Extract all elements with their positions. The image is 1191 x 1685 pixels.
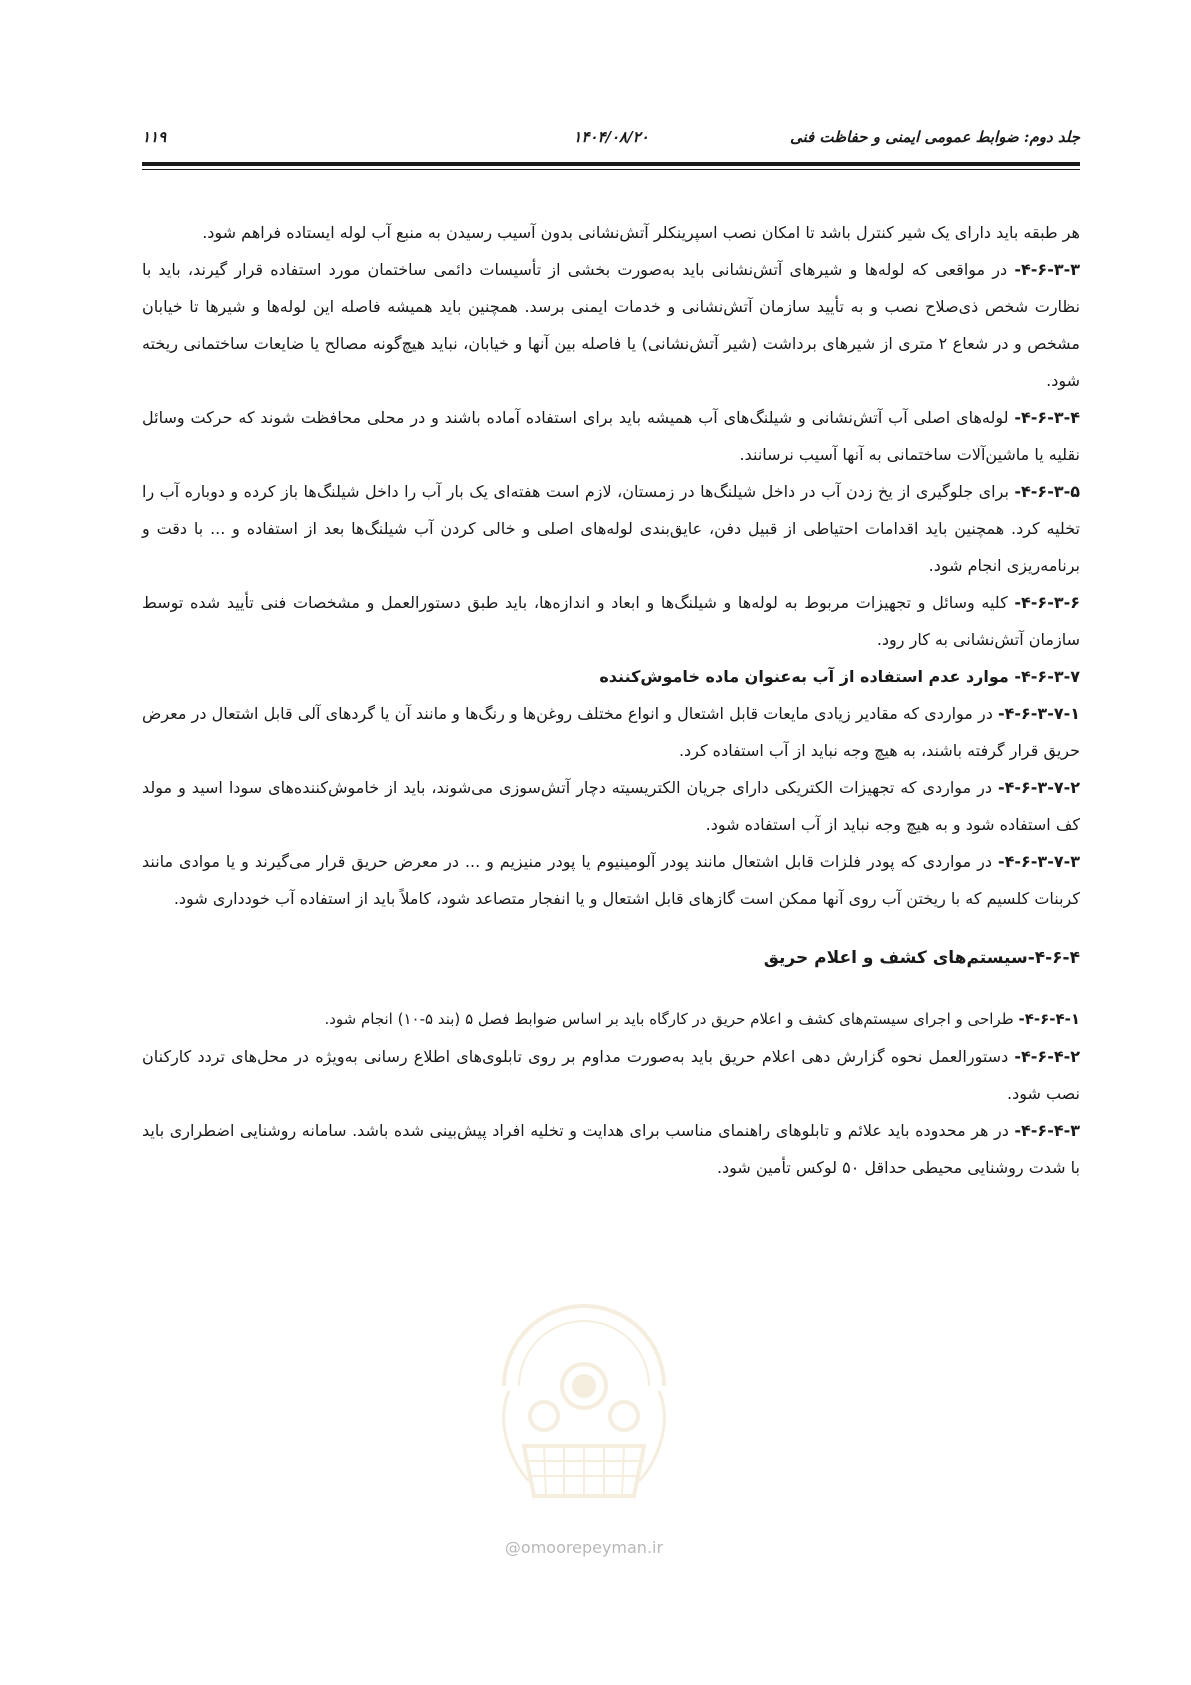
paragraph bbox=[142, 214, 1080, 251]
paragraph-text: طراحی و اجرای سیستم‌های کشف و اعلام حریق در کارگاه باید بر اساس ضوابط فصل ۵ (بند ۵-۱۰) انجام شود. bbox=[324, 1010, 1019, 1028]
clause-number: ۴-۶-۳-۷-۳- bbox=[997, 852, 1080, 871]
paragraph-text: کلیه وسائل و تجهیزات مربوط به لوله‌ها و شیلنگ‌ها و ابعاد و اندازه‌ها، باید طبق دستورالعمل و مشخصات فنی تأیید شده توسط سازمان آتش‌نشانی به کار رود. bbox=[142, 593, 1080, 649]
paragraph-4-6-4-1 bbox=[142, 1001, 1080, 1038]
watermark-site: @omoorepeyman.ir bbox=[504, 1538, 664, 1557]
clause-number: ۴-۶-۳-۶- bbox=[1014, 593, 1080, 612]
paragraph-4-6-3-5 bbox=[142, 473, 1080, 584]
header-rule-thin bbox=[142, 169, 1080, 170]
paragraph-4-6-4-3 bbox=[142, 1112, 1080, 1186]
clause-number: ۴-۶-۳-۷-۱- bbox=[997, 704, 1080, 723]
clause-number: ۴-۶-۳-۴- bbox=[1014, 408, 1080, 427]
clause-number: ۴-۶-۴-۳- bbox=[1014, 1121, 1080, 1140]
subheading-4-6-3-7: ۴-۶-۳-۷- موارد عدم استفاده از آب به‌عنوان ماده خاموش‌کننده bbox=[599, 667, 1080, 686]
clause-number: ۴-۶-۴-۲- bbox=[1014, 1047, 1080, 1066]
paragraph-4-6-3-6 bbox=[142, 584, 1080, 658]
paragraph-text: در مواردی که مقادیر زیادی مایعات قابل اشتعال و انواع مختلف روغن‌ها و رنگ‌ها و مانند آن یا گردهای آلی قابل اشتعال در معرض حریق قرار گرفته باشند، به هیچ وجه نباید از آب استفاده کرد. bbox=[142, 704, 1080, 760]
page-header bbox=[142, 128, 1080, 154]
main-content bbox=[142, 214, 1080, 1186]
paragraph-4-6-3-7-1 bbox=[142, 695, 1080, 769]
paragraph-4-6-3-7-3 bbox=[142, 843, 1080, 917]
paragraph-4-6-3-3 bbox=[142, 251, 1080, 399]
watermark-logo-icon bbox=[484, 1266, 684, 1516]
paragraph-text: در مواردی که پودر فلزات قابل اشتعال مانند پودر آلومینیوم یا پودر منیزیم و ... در معرض حریق قرار می‌گیرند و یا موادی مانند کربنات کلسیم که با ریختن آب روی آنها ممکن است گازهای قابل اشتعال و یا انفجار متصاعد شود، کاملاً باید از استفاده آب خودداری شود. bbox=[142, 852, 1080, 908]
header-rule-thick bbox=[142, 162, 1080, 166]
paragraph-4-6-4-2 bbox=[142, 1038, 1080, 1112]
clause-number: ۴-۶-۳-۷-۲- bbox=[997, 778, 1080, 797]
clause-number: ۴-۶-۴-۱- bbox=[1018, 1010, 1080, 1028]
paragraph-text: هر طبقه باید دارای یک شیر کنترل باشد تا امکان نصب اسپرینکلر آتش‌نشانی بدون آسیب رسیدن به منبع آب لوله ایستاده فراهم شود. bbox=[202, 223, 1080, 242]
header-date: ۱۴۰۴/۰۸/۲۰ bbox=[573, 128, 649, 146]
paragraph-text: در مواقعی که لوله‌ها و شیرهای آتش‌نشانی باید به‌صورت بخشی از تأسیسات دائمی ساختمان مورد استفاده قرار گیرند، باید با نظارت شخص ذی‌صلاح نصب و به تأیید سازمان آتش‌نشانی و خدمات ایمنی برسد. همچنین باید همیشه فاصله این لوله‌ها و شیرها تا خیابان مشخص و در شعاع ۲ متری از شیرهای برداشت (شیر آتش‌نشانی) یا فاصله بین آنها و خیابان، نباید هیچ‌گونه مصالح یا ضایعات ساختمانی ریخته شود. bbox=[142, 260, 1081, 390]
paragraph-4-6-3-7-2 bbox=[142, 769, 1080, 843]
paragraph-text: دستورالعمل نحوه گزارش دهی اعلام حریق باید به‌صورت مداوم بر روی تابلوی‌های اطلاع رسانی به‌ویژه در محل‌های تردد کارکنان نصب شود. bbox=[142, 1047, 1080, 1103]
paragraph-text: لوله‌های اصلی آب آتش‌نشانی و شیلنگ‌های آب همیشه باید برای استفاده آماده باشند و در محلی محافظت شوند که حرکت وسائل نقلیه یا ماشین‌آلات ساختمانی به آنها آسیب نرسانند. bbox=[142, 408, 1080, 464]
paragraph-text: برای جلوگیری از یخ زدن آب در داخل شیلنگ‌ها در زمستان، لازم است هفته‌ای یک بار آب را داخل شیلنگ‌ها باز کرده و دوباره آب را تخلیه کرد. همچنین باید اقدامات احتیاطی از قبیل دفن، عایق‌بندی لوله‌های اصلی و خالی کردن آب شیلنگ‌ها بعد از استفاده و ... با دقت و برنامه‌ریزی انجام شود. bbox=[142, 482, 1080, 575]
page-number: ۱۱۹ bbox=[142, 128, 167, 146]
clause-number: ۴-۶-۳-۳- bbox=[1014, 260, 1080, 279]
section-heading-4-6-4: ۴-۶-۴-سیستم‌های کشف و اعلام حریق bbox=[763, 948, 1080, 968]
paragraph-text: در مواردی که تجهیزات الکتریکی دارای جریان الکتریسیته دچار آتش‌سوزی می‌شوند، باید از خاموش‌کننده‌های سودا اسید و مولد کف استفاده شود و به هیچ وجه نباید از آب استفاده شود. bbox=[142, 778, 1080, 834]
paragraph-text: در هر محدوده باید علائم و تابلوهای راهنمای مناسب برای هدایت و تخلیه افراد پیش‌بینی شده باشد. سامانه روشنایی اضطراری باید با شدت روشنایی محیطی حداقل ۵۰ لوکس تأمین شود. bbox=[142, 1121, 1080, 1177]
paragraph-4-6-3-4 bbox=[142, 399, 1080, 473]
clause-number: ۴-۶-۳-۵- bbox=[1014, 482, 1080, 501]
book-title: جلد دوم: ضوابط عمومی ایمنی و حفاظت فنی bbox=[790, 128, 1080, 146]
